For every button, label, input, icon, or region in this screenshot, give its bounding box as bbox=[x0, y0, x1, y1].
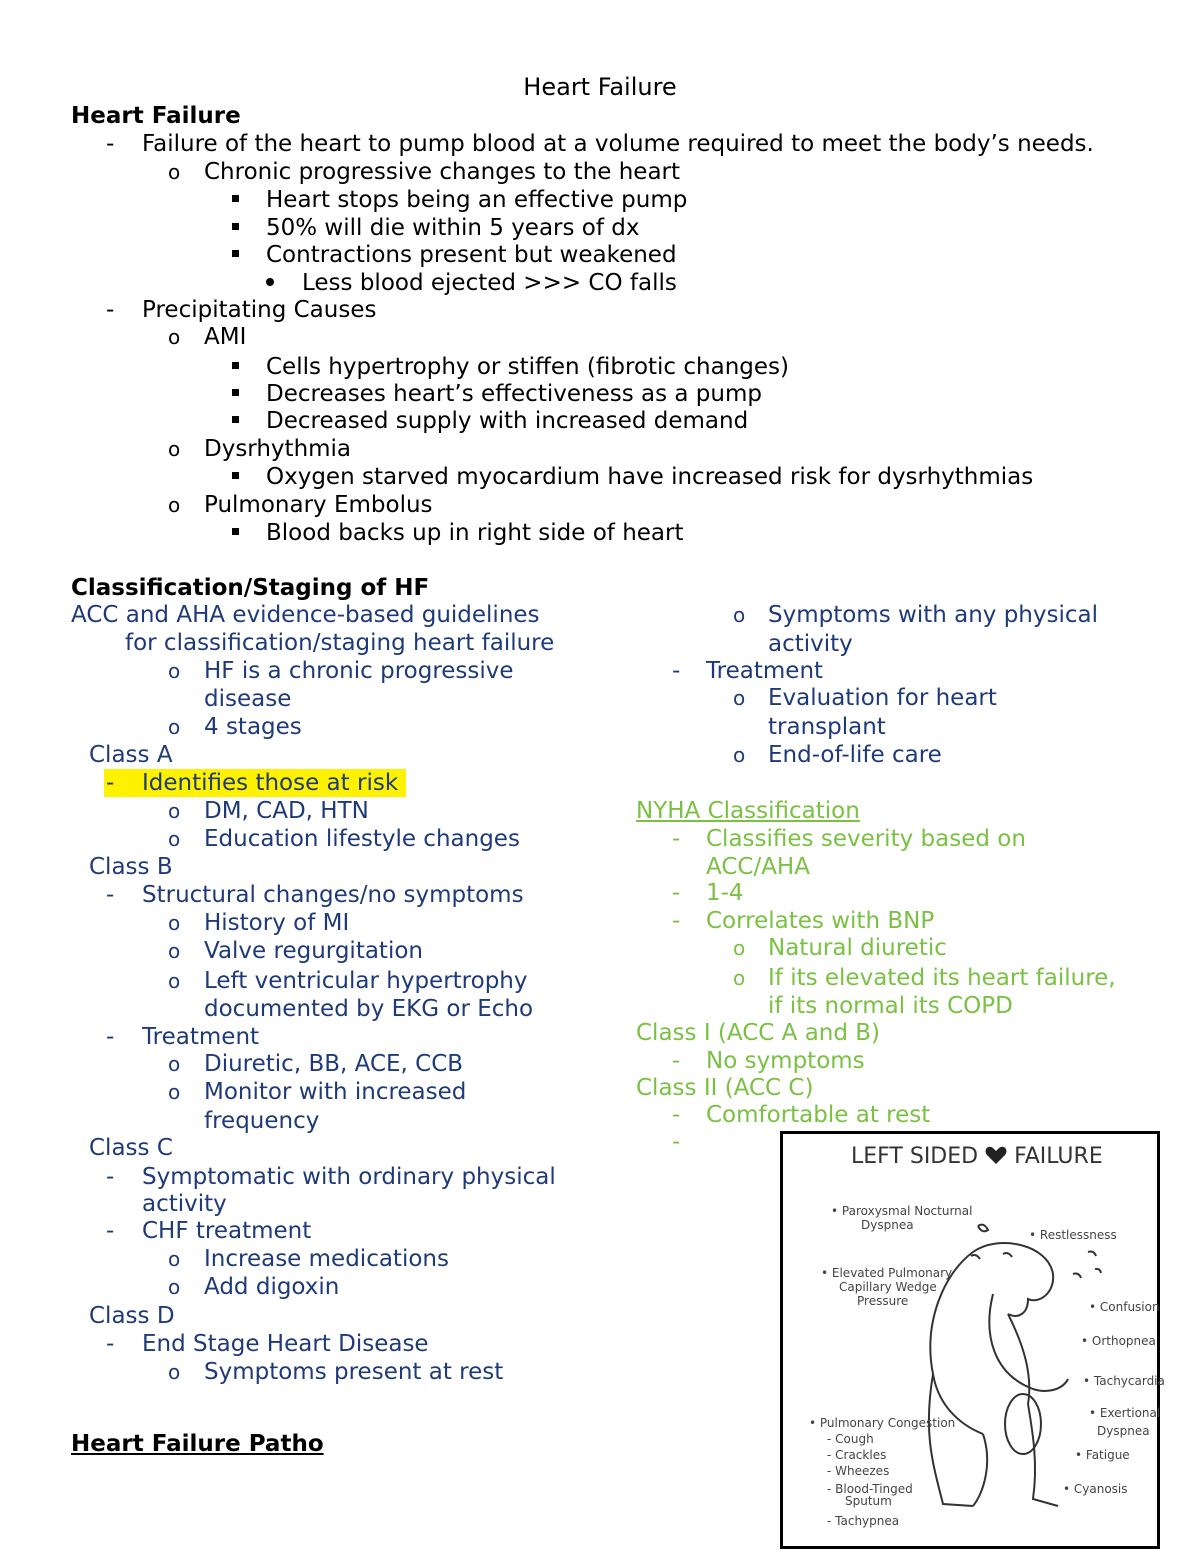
figure-label: Dyspnea bbox=[1097, 1424, 1150, 1438]
square-bullet bbox=[232, 362, 239, 369]
list-item: 4 stages bbox=[204, 714, 302, 740]
class-a-heading: Class A bbox=[89, 742, 173, 768]
class-b-heading: Class B bbox=[89, 854, 173, 880]
dash-bullet: - bbox=[672, 1048, 681, 1074]
list-item: 50% will die within 5 years of dx bbox=[266, 215, 640, 241]
circle-bullet: o bbox=[168, 437, 181, 461]
class-d-heading: Class D bbox=[89, 1303, 175, 1329]
dash-bullet: - bbox=[106, 1331, 115, 1357]
circle-bullet: o bbox=[168, 1052, 181, 1076]
square-bullet bbox=[232, 389, 239, 396]
list-item: Left ventricular hypertrophy bbox=[204, 968, 528, 994]
circle-bullet: o bbox=[733, 686, 746, 710]
circle-bullet: o bbox=[168, 1080, 181, 1104]
square-bullet bbox=[232, 472, 239, 479]
figure-label: Pressure bbox=[857, 1294, 909, 1308]
list-item: Decreased supply with increased demand bbox=[266, 408, 749, 434]
square-bullet bbox=[232, 195, 239, 202]
list-item: documented by EKG or Echo bbox=[204, 996, 534, 1022]
list-item: Classifies severity based on bbox=[706, 826, 1026, 852]
figure-label: Capillary Wedge bbox=[839, 1280, 937, 1294]
list-item: Symptoms with any physical bbox=[768, 602, 1098, 628]
dash-bullet: - bbox=[106, 1024, 115, 1050]
list-item: transplant bbox=[768, 714, 886, 740]
list-item: Monitor with increased bbox=[204, 1079, 467, 1105]
intro-line-2: for classification/staging heart failure bbox=[125, 630, 555, 656]
list-item: Natural diuretic bbox=[768, 935, 947, 961]
circle-bullet: o bbox=[168, 715, 181, 739]
list-item: Symptomatic with ordinary physical bbox=[142, 1164, 556, 1190]
list-item: HF is a chronic progressive bbox=[204, 658, 514, 684]
circle-bullet: o bbox=[733, 603, 746, 627]
figure-title-left: LEFT SIDED bbox=[851, 1144, 979, 1169]
square-bullet bbox=[232, 416, 239, 423]
list-item: End Stage Heart Disease bbox=[142, 1331, 429, 1357]
list-item: Increase medications bbox=[204, 1246, 449, 1272]
nyha-heading: NYHA Classification bbox=[636, 798, 860, 824]
list-item: Decreases heart’s effectiveness as a pump bbox=[266, 381, 762, 407]
dash-bullet: - bbox=[106, 1164, 115, 1190]
dash-bullet: - bbox=[106, 131, 115, 157]
circle-bullet: o bbox=[168, 659, 181, 683]
precipitating-causes: Precipitating Causes bbox=[142, 297, 377, 323]
list-item: activity bbox=[768, 631, 853, 657]
list-item: Education lifestyle changes bbox=[204, 826, 520, 852]
list-item: No symptoms bbox=[706, 1048, 865, 1074]
dash-bullet: - bbox=[106, 1218, 115, 1244]
dash-bullet: - bbox=[106, 297, 115, 323]
figure-label: Dyspnea bbox=[861, 1218, 914, 1232]
page-title: Heart Failure bbox=[523, 73, 677, 101]
square-bullet bbox=[232, 223, 239, 230]
dash-bullet: - bbox=[672, 880, 681, 906]
circle-bullet: o bbox=[168, 939, 181, 963]
circle-bullet: o bbox=[168, 911, 181, 935]
figure-title-right: FAILURE bbox=[1014, 1144, 1103, 1169]
definition-text: Failure of the heart to pump blood at a volume required to meet the body’s needs. bbox=[142, 131, 1094, 157]
figure-label: • Restlessness bbox=[1029, 1228, 1117, 1242]
list-item: Blood backs up in right side of heart bbox=[266, 520, 684, 546]
dash-bullet: - bbox=[672, 1129, 681, 1155]
dash-bullet: - bbox=[672, 658, 681, 684]
list-item: Add digoxin bbox=[204, 1274, 340, 1300]
dash-bullet: - bbox=[672, 826, 681, 852]
dash-bullet: - bbox=[106, 770, 115, 796]
list-item: End-of-life care bbox=[768, 742, 942, 768]
list-item: Oxygen starved myocardium have increased risk for dysrhythmias bbox=[266, 464, 1034, 490]
figure-label: • Orthopnea bbox=[1081, 1334, 1156, 1348]
list-item: Treatment bbox=[706, 658, 824, 684]
circle-bullet: o bbox=[733, 936, 746, 960]
list-item: CHF treatment bbox=[142, 1218, 312, 1244]
figure-label: - Crackles bbox=[827, 1448, 887, 1462]
circle-bullet: o bbox=[168, 969, 181, 993]
list-item: ACC/AHA bbox=[706, 854, 810, 880]
dash-bullet: - bbox=[672, 1102, 681, 1128]
list-item: Less blood ejected >>> CO falls bbox=[302, 270, 677, 296]
list-item: Treatment bbox=[142, 1024, 260, 1050]
class-a-risk: Identifies those at risk bbox=[142, 770, 399, 796]
circle-bullet: o bbox=[168, 493, 181, 517]
nyha-class-1: Class I (ACC A and B) bbox=[636, 1020, 881, 1046]
list-item: Contractions present but weakened bbox=[266, 242, 677, 268]
circle-bullet: o bbox=[733, 966, 746, 990]
list-item: Diuretic, BB, ACE, CCB bbox=[204, 1051, 464, 1077]
circle-bullet: o bbox=[168, 1247, 181, 1271]
circle-bullet: o bbox=[168, 325, 181, 349]
section-heading-heart-failure: Heart Failure bbox=[71, 103, 241, 129]
figure-label: • Fatigue bbox=[1075, 1448, 1130, 1462]
circle-bullet: o bbox=[168, 160, 181, 184]
list-item: Symptoms present at rest bbox=[204, 1359, 504, 1385]
section-heading-patho: Heart Failure Patho bbox=[71, 1431, 324, 1457]
list-item: Heart stops being an effective pump bbox=[266, 187, 688, 213]
list-item: AMI bbox=[204, 324, 247, 350]
figure-label: • Pulmonary Congestion bbox=[809, 1416, 956, 1430]
chronic-text: Chronic progressive changes to the heart bbox=[204, 159, 681, 185]
nyha-class-2: Class II (ACC C) bbox=[636, 1075, 814, 1101]
intro-line-1: ACC and AHA evidence-based guidelines bbox=[71, 602, 540, 628]
highlighted-item bbox=[104, 769, 406, 797]
dash-bullet: - bbox=[106, 882, 115, 908]
figure-label: - Tachypnea bbox=[827, 1514, 900, 1528]
figure-label: • Tachycardia bbox=[1083, 1374, 1165, 1388]
list-item: frequency bbox=[204, 1108, 320, 1134]
section-heading-classification: Classification/Staging of HF bbox=[71, 575, 430, 601]
round-bullet bbox=[266, 278, 274, 286]
circle-bullet: o bbox=[168, 799, 181, 823]
dash-bullet: - bbox=[672, 908, 681, 934]
circle-bullet: o bbox=[168, 827, 181, 851]
list-item: disease bbox=[204, 686, 292, 712]
circle-bullet: o bbox=[168, 1275, 181, 1299]
figure-label: • Exertional bbox=[1089, 1406, 1161, 1420]
figure-label: • Cyanosis bbox=[1063, 1482, 1128, 1496]
figure-label: • Confusion bbox=[1089, 1300, 1160, 1314]
figure-label: • Paroxysmal Nocturnal bbox=[831, 1204, 973, 1218]
left-sided-failure-illustration bbox=[780, 1131, 1165, 1549]
square-bullet bbox=[232, 250, 239, 257]
list-item: Structural changes/no symptoms bbox=[142, 882, 524, 908]
list-item: Comfortable at rest bbox=[706, 1102, 931, 1128]
circle-bullet: o bbox=[168, 1360, 181, 1384]
list-item: Valve regurgitation bbox=[204, 938, 423, 964]
figure-label: - Wheezes bbox=[827, 1464, 890, 1478]
list-item: Dysrhythmia bbox=[204, 436, 352, 462]
list-item: if its normal its COPD bbox=[768, 993, 1013, 1019]
list-item: activity bbox=[142, 1191, 227, 1217]
list-item: Pulmonary Embolus bbox=[204, 492, 433, 518]
figure-label: Sputum bbox=[845, 1494, 892, 1508]
list-item: DM, CAD, HTN bbox=[204, 798, 369, 824]
list-item: Evaluation for heart bbox=[768, 685, 997, 711]
figure-label: • Elevated Pulmonary bbox=[821, 1266, 953, 1280]
figure-label: - Blood-Tinged bbox=[827, 1482, 913, 1496]
square-bullet bbox=[232, 528, 239, 535]
list-item: 1-4 bbox=[706, 880, 744, 906]
circle-bullet: o bbox=[733, 743, 746, 767]
class-c-heading: Class C bbox=[89, 1135, 173, 1161]
list-item: History of MI bbox=[204, 910, 350, 936]
list-item: If its elevated its heart failure, bbox=[768, 965, 1116, 991]
figure-label: - Cough bbox=[827, 1432, 874, 1446]
list-item: Correlates with BNP bbox=[706, 908, 935, 934]
list-item: Cells hypertrophy or stiffen (fibrotic changes) bbox=[266, 354, 789, 380]
